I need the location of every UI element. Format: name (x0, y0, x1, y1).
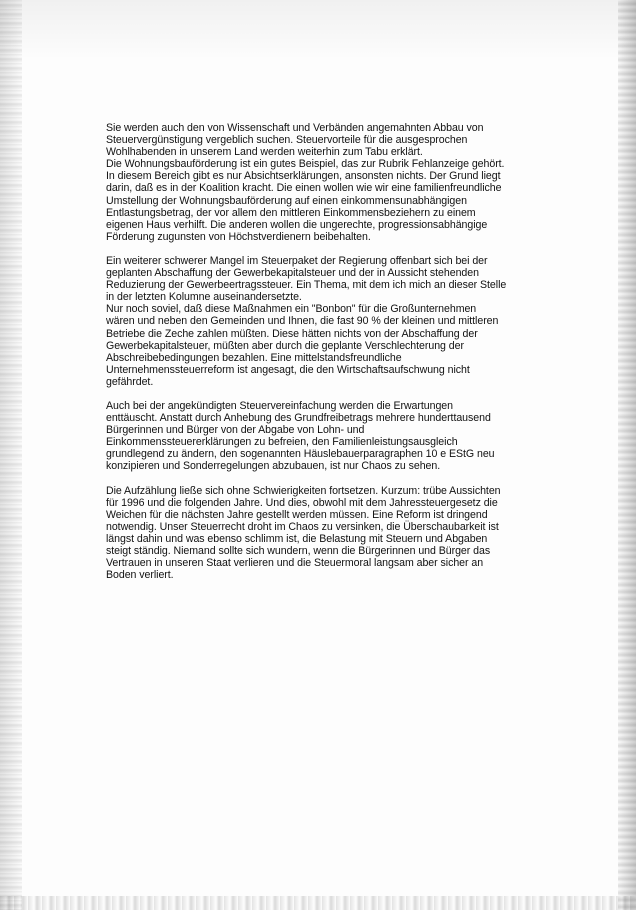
text-line: steigt ständig. Niemand sollte sich wundern, wenn die Bürgerinnen und Bürger das (106, 545, 491, 557)
text-line: Förderung zugunsten von Höchstverdienern beibehalten. (106, 230, 371, 243)
text-line: Ein weiterer schwerer Mangel im Steuerpaket der Regierung offenbart sich bei der (106, 254, 488, 267)
text-line: Betriebe die Zeche zahlen müßten. Diese hätten nichts von der Abschaffung der (106, 327, 478, 340)
text-line: Abschreibebedingungen bezahlen. Eine mittelstandsfreundliche (106, 351, 402, 364)
text-line: Auch bei der angekündigten Steuervereinfachung werden die Erwartungen (106, 399, 453, 412)
text-line: eigenen Haus verhilft. Die anderen wollen die ungerechte, progressionsabhängige (106, 218, 488, 231)
text-line: Unternehmenssteuerreform ist angesagt, die den Wirtschaftsaufschwung nicht (106, 363, 470, 376)
paragraph-2 (106, 255, 534, 388)
text-line: notwendig. Unser Steuerrecht droht im Chaos zu versinken, die Überschaubarkeit ist (106, 520, 499, 533)
text-line: längst dahin und was ebenso schlimm ist, die Belastung mit Steuern und Abgaben (106, 532, 488, 545)
text-line: Entlastungsbetrag, der vor allem den mittleren Einkommensbeziehern zu einem (106, 206, 476, 219)
text-line: In diesem Bereich gibt es nur Absichtserklärungen, ansonsten nichts. Der Grund liegt (106, 170, 501, 183)
text-line: in der letzten Kolumne auseinandersetzte. (106, 291, 302, 304)
text-line: Steuervergünstigung vergeblich suchen. Steuervorteile für die ausgesprochen (106, 134, 468, 147)
text-line: Boden verliert. (106, 569, 174, 582)
text-line: darin, daß es in der Koalition kracht. Die einen wollen wie wir eine familienfreundliche (106, 182, 502, 195)
scan-edge-left (0, 0, 22, 910)
paragraph-1 (106, 122, 534, 243)
text-line: enttäuscht. Anstatt durch Anhebung des Grundfreibetrags mehrere hunderttausend (106, 412, 491, 425)
text-line: konzipieren und Sonderregelungen abzubauen, ist nur Chaos zu sehen. (106, 460, 441, 473)
text-line: Gewerbekapitalsteuer, müßten aber durch die geplante Verschlechterung der (106, 339, 464, 352)
paragraph-3 (106, 400, 534, 473)
text-line: wären und neben den Gemeinden und Ihnen, die fast 90 % der kleinen und mittleren (106, 315, 499, 328)
text-line: Vertrauen in unseren Staat verlieren und die Steuermoral langsam aber sicher an (106, 557, 484, 570)
text-line: geplanten Abschaffung der Gewerbekapitalsteuer und der in Aussicht stehenden (106, 267, 479, 280)
text-line: grundlegend zu ändern, den sogenannten Häuslebauerparagraphen 10 e EStG neu (106, 448, 495, 461)
text-line: für 1996 und die folgenden Jahre. Und dies, obwohl mit dem Jahressteuergesetz die (106, 496, 498, 509)
text-line: Reduzierung der Gewerbeertragssteuer. Ein Thema, mit dem ich mich an dieser Stelle (106, 279, 507, 292)
text-line: gefährdet. (106, 375, 154, 388)
text-line: Einkommenssteuererklärungen zu befreien, den Familienleistungsausgleich (106, 436, 458, 449)
text-line: Wohlhabenden in unserem Land werden weiterhin zum Tabu erklärt. (106, 146, 423, 159)
text-line: Die Wohnungsbauförderung ist ein gutes Beispiel, das zur Rubrik Fehlanzeige gehört. (106, 158, 505, 171)
text-line: Bürgerinnen und Bürger von der Abgabe von Lohn- und (106, 424, 365, 437)
scan-edge-bottom (0, 896, 636, 910)
document-body (106, 122, 534, 593)
text-line: Die Aufzählung ließe sich ohne Schwierigkeiten fortsetzen. Kurzum: trübe Aussichten (106, 484, 501, 497)
text-line: Weichen für die nächsten Jahre gestellt werden müssen. Eine Reform ist dringend (106, 508, 488, 521)
scan-edge-right (618, 0, 636, 910)
text-line: Umstellung der Wohnungsbauförderung auf einen einkommensunabhängigen (106, 194, 467, 207)
text-line: Sie werden auch den von Wissenschaft und Verbänden angemahnten Abbau von (106, 122, 484, 134)
paragraph-4 (106, 485, 534, 582)
scan-edge-top (0, 0, 636, 60)
text-line: Nur noch soviel, daß diese Maßnahmen ein "Bonbon" für die Großunternehmen (106, 303, 477, 316)
